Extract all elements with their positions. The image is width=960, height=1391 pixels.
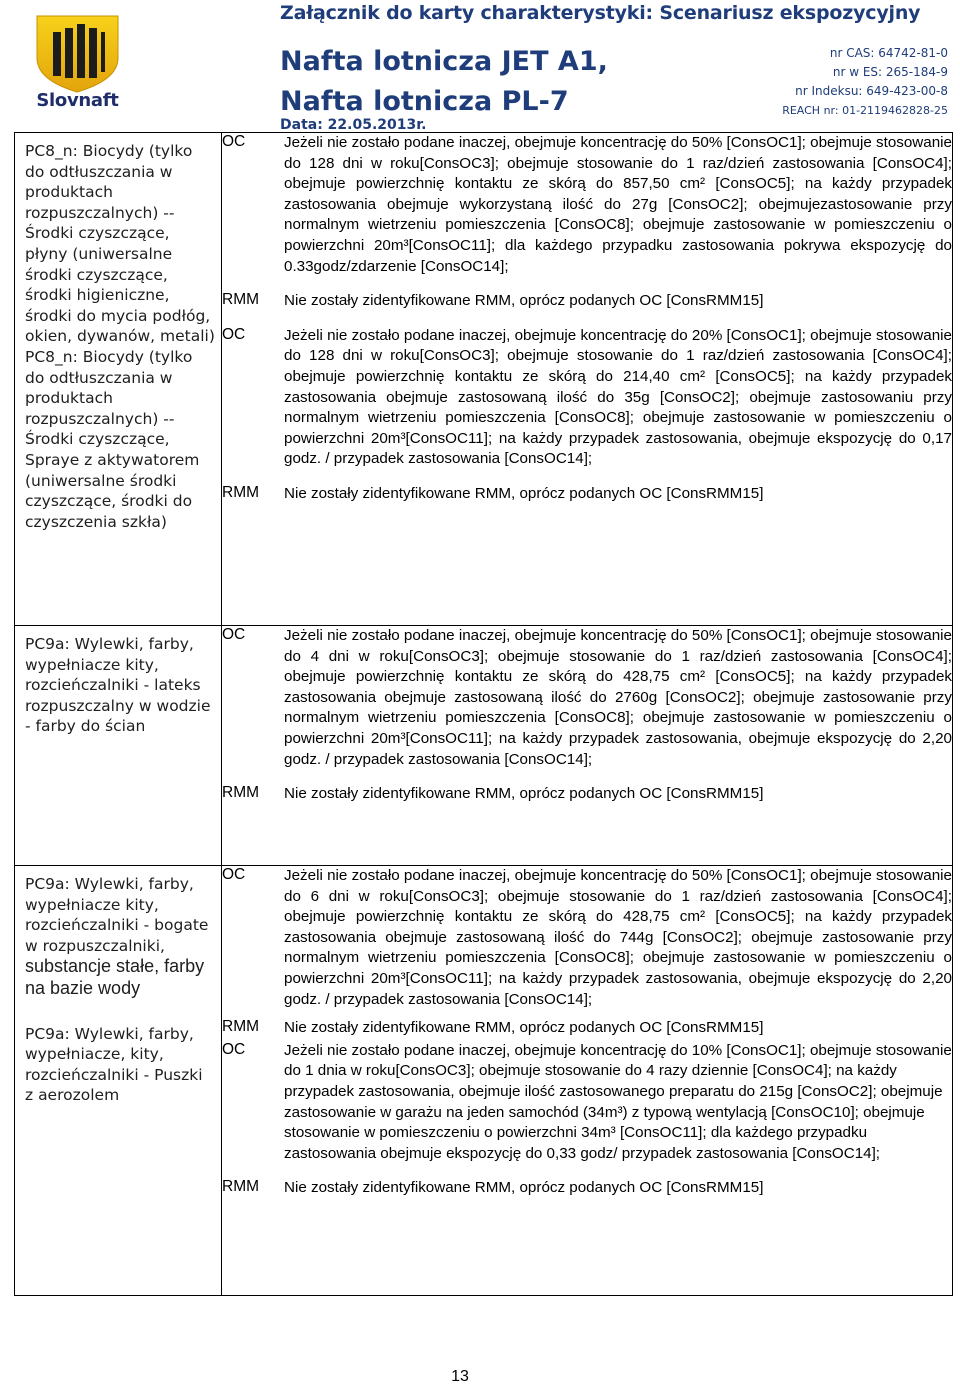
page-header <box>0 0 960 133</box>
measure-text: Jeżeli nie zostało podane inaczej, obejmuje koncentrację do 50% [ConsOC1]; obejmuje stosowanie do 128 dni w roku[ConsOC3]; obejmuje stosowanie do 1 raz/dzień zastosowania [ConsOC4]; obejmuje powierzchnię kontaktu ze skórą do 857,50 cm² [ConsOC5]; na każdy przypadek zastosowania obejmuje wykorzystaną ilość do 27g [ConsOC2]; obejmujezastosowanie przy normalnym wietrzeniu pomieszczenia [ConsOC8]; obejmuje zastosowanie w pomieszczeniu o powierzchni 20m³[ConsOC11]; dla każdego przypadku zastosowania pokrywa ekspozycję do 0.33godz/zdarzenie [ConsOC14]; <box>284 134 952 275</box>
product-name-line-1: Nafta lotnicza JET A1, <box>280 46 608 77</box>
measure-text: Jeżeli nie zostało podane inaczej, obejmuje koncentrację do 50% [ConsOC1]; obejmuje stosowanie do 4 dni w roku[ConsOC3]; obejmuje stosowanie do 1 raz/dzień zastosowania [ConsOC4]; obejmuje powierzchnię kontaktu ze skórą do 428,75 cm² [ConsOC5]; na każdy przypadek zastosowania obejmuje zastosowaną ilość do 2760g [ConsOC2]; obejmuje zastosowanie przy normalnym wietrzeniu pomieszczenia [ConsOC8]; obejmuje zastosowanie w pomieszczeniu o powierzchni 20m³[ConsOC11]; na każdy przypadek zastosowania, obejmuje ekspozycję do 2,20 godz. / przypadek zastosowania [ConsOC14]; <box>284 627 952 768</box>
reach-number: REACH nr: 01-2119462828-25 <box>782 104 948 117</box>
measure-code: RMM <box>222 1178 260 1196</box>
measure-text: Nie zostały zidentyfikowane RMM, oprócz podanych OC [ConsRMM15] <box>284 785 764 803</box>
list-item <box>222 1164 952 1199</box>
conditions-cell <box>222 866 953 1296</box>
use-description: PC8_n: Biocydy (tylko do odtłuszczania w produktach rozpuszczalnych) -- Środki czyszczące, płyny (uniwersalne środki czyszczące, środki higieniczne, środki do mycia podłóg, okien, dywanów, metali) PC8_n: Biocydy (tylko do odtłuszczania w produktach rozpuszczalnych) -- Środki czyszczące, Spraye z aktywatorem (uniwersalne środki czyszczące, środki do czyszczenia szkła) <box>25 142 215 531</box>
slovnaft-logo <box>20 14 135 122</box>
list-item <box>222 866 952 1010</box>
page-number: 13 <box>451 1368 469 1385</box>
list-item <box>222 770 952 805</box>
measure-code: RMM <box>222 1018 260 1036</box>
conditions-cell <box>222 626 953 866</box>
product-name-line-2: Nafta lotnicza PL-7 <box>280 86 569 117</box>
list-item <box>222 312 952 470</box>
measure-code: OC <box>222 866 246 883</box>
conditions-list <box>222 626 952 805</box>
cas-number: nr CAS: 64742-81-0 <box>829 46 948 60</box>
measure-text: Nie zostały zidentyfikowane RMM, oprócz podanych OC [ConsRMM15] <box>284 292 764 310</box>
measure-text: Nie zostały zidentyfikowane RMM, oprócz podanych OC [ConsRMM15] <box>284 484 764 502</box>
es-number: nr w ES: 265-184-9 <box>832 65 948 79</box>
use-description-cell <box>15 626 222 866</box>
use-description-part-c: PC9a: Wylewki, farby, wypełniacze, kity, rozcieńczalniki - Puszki z aerozolem <box>25 1024 203 1105</box>
list-item <box>222 133 952 277</box>
logo-text: Slovnaft <box>36 90 119 111</box>
use-description-cell <box>15 133 222 626</box>
logo-emblem-icon <box>20 14 135 94</box>
list-item <box>222 1010 952 1039</box>
table-row <box>15 866 953 1296</box>
measure-code: OC <box>222 325 246 343</box>
table-row <box>15 626 953 866</box>
measure-code: OC <box>222 1040 246 1058</box>
list-item <box>222 626 952 770</box>
measure-code: OC <box>222 133 246 150</box>
identifiers <box>782 44 948 120</box>
measure-text: Nie zostały zidentyfikowane RMM, oprócz podanych OC [ConsRMM15] <box>284 1019 764 1037</box>
document-title: Załącznik do karty charakterystyki: Scenariusz ekspozycyjny <box>280 2 921 24</box>
measure-code: RMM <box>222 784 260 802</box>
document-date: Data: 22.05.2013r. <box>280 117 427 133</box>
list-item <box>222 470 952 505</box>
use-description <box>25 874 215 1106</box>
table-row <box>15 133 953 626</box>
use-description-part-b: substancje stałe, farby na bazie wody <box>25 956 205 998</box>
measure-text: Jeżeli nie zostało podane inaczej, obejmuje koncentrację do 20% [ConsOC1]; obejmuje stosowanie do 128 dni w roku[ConsOC3]; obejmuje stosowanie do 1 raz/dzień zastosowania [ConsOC4]; obejmuje powierzchnię kontaktu ze skórą do 214,40 cm² [ConsOC5]; na każdy przypadek zastosowania obejmuje zastosowaną ilość do 35g [ConsOC2]; obejmuje zastosowaniu przy normalnym wietrzeniu pomieszczenia [ConsOC8]; obejmuje zastosowanie w pomieszczeniu o powierzchni 20m³[ConsOC11]; na każdy przypadek zastosowania, obejmuje ekspozycję do 0,17 godz. / przypadek zastosowania [ConsOC14]; <box>284 326 952 468</box>
measure-text: Jeżeli nie zostało podane inaczej, obejmuje koncentrację do 10% [ConsOC1]; obejmuje stosowanie do 1 dnia w roku[ConsOC3]; obejmuje stosowanie do 4 razy dziennie [ConsOC4]; na każdy przypadek zastosowania, obejmuje ilość zastosowanego preparatu do 215g [ConsOC2]; obejmuje zastosowanie w garażu na jeden samochód (34m³) z typową wentylacją [ConsOC10]; obejmuje stosowanie w pomieszczeniu o powierzchni 34m³ [ConsOC11]; dla każdego przypadku zastosowania obejmuje ekspozycję do 0,33 godz/ przypadek zastosowania [ConsOC14]; <box>284 1041 952 1162</box>
measure-code: RMM <box>222 291 260 309</box>
use-description-cell <box>15 866 222 1296</box>
conditions-cell <box>222 133 953 626</box>
measure-text: Nie zostały zidentyfikowane RMM, oprócz podanych OC [ConsRMM15] <box>284 1179 764 1197</box>
conditions-list <box>222 133 952 505</box>
conditions-list <box>222 866 952 1199</box>
use-description-part-a: PC9a: Wylewki, farby, wypełniacze kity, rozcieńczalniki - bogate w rozpuszczalniki, <box>25 875 209 955</box>
exposure-scenario-table <box>14 132 953 1296</box>
measure-code: RMM <box>222 483 260 501</box>
list-item <box>222 1039 952 1165</box>
measure-text: Jeżeli nie zostało podane inaczej, obejmuje koncentrację do 50% [ConsOC1]; obejmuje stosowanie do 6 dni w roku[ConsOC3]; obejmuje stosowanie do 1 raz/dzień zastosowania [ConsOC4]; obejmuje powierzchnię kontaktu ze skórą do 428,75 cm² [ConsOC5]; na każdy przypadek zastosowania obejmuje zastosowaną ilość do 744g [ConsOC2]; obejmuje zastosowanie przy normalnym wietrzeniu pomieszczenia [ConsOC8]; obejmuje zastosowanie w pomieszczeniu o powierzchni 20m³[ConsOC11]; na każdy przypadek zastosowania, obejmuje ekspozycję do 2,20 godz. / przypadek zastosowania [ConsOC14]; <box>284 867 952 1008</box>
index-number: nr Indeksu: 649-423-00-8 <box>795 84 948 98</box>
use-description: PC9a: Wylewki, farby, wypełniacze kity, rozcieńczalniki - lateks rozpuszczalny w wodzie - farby do ścian <box>25 635 211 736</box>
product-name <box>280 42 608 122</box>
measure-code: OC <box>222 626 246 643</box>
list-item <box>222 277 952 312</box>
